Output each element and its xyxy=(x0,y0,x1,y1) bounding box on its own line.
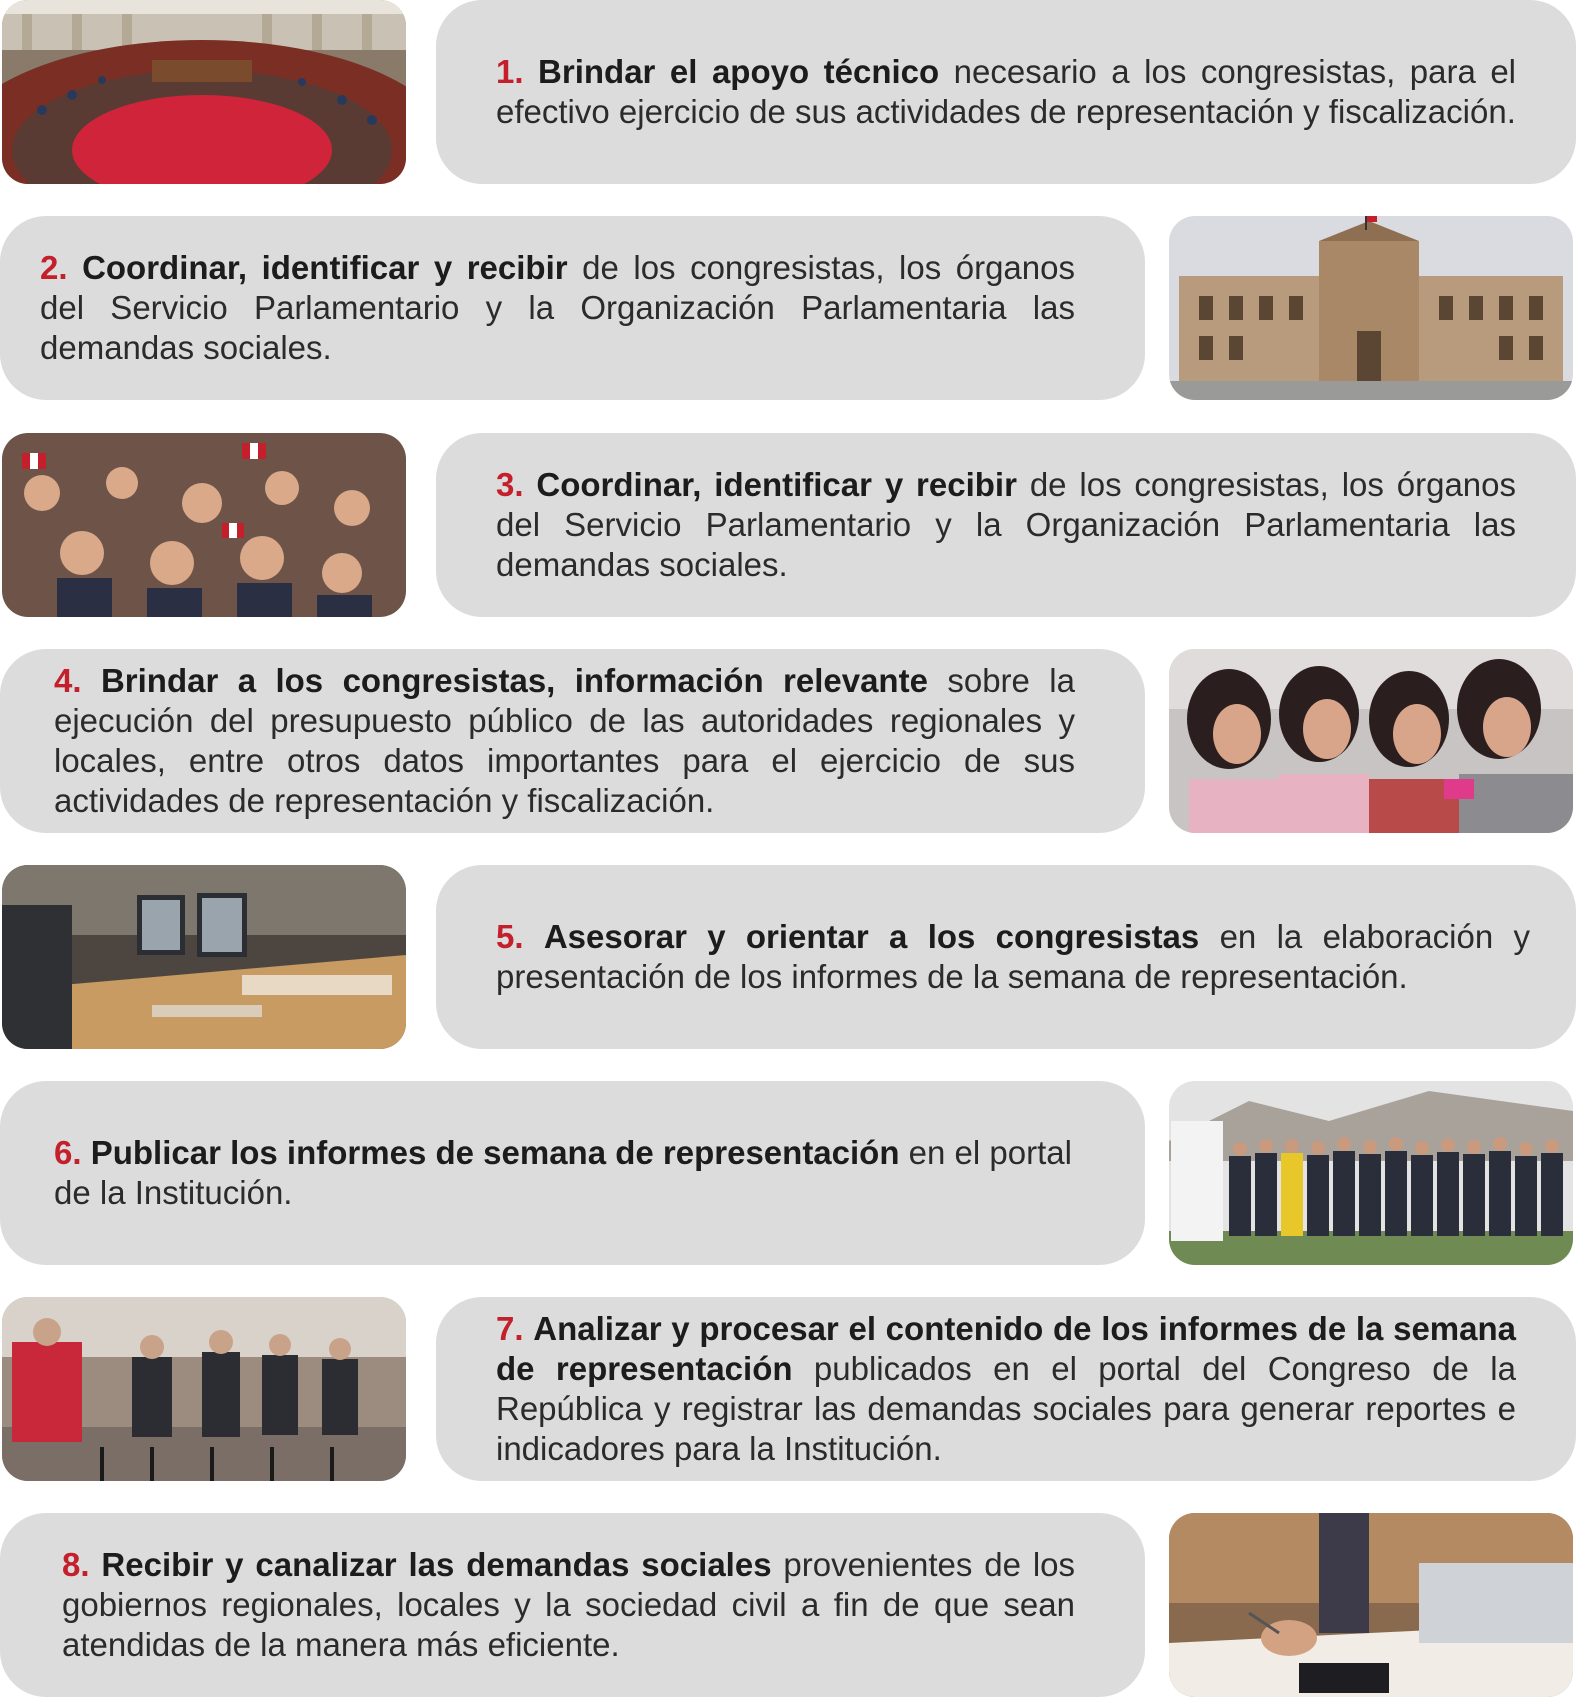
function-row-8 xyxy=(0,1513,1578,1697)
item-bold-text: Coordinar, identificar y recibir xyxy=(82,249,568,286)
photo-meeting-room-seated xyxy=(2,1297,406,1481)
item-text: necesario a los congresistas, para el efectivo ejercicio de sus actividades de representación y fiscalización. xyxy=(496,53,1517,130)
photo-crowd-with-flags xyxy=(2,433,406,617)
item-text: provenientes de los gobiernos regionales, locales y la sociedad civil a fin de que sean atendidas de la manera más eficiente. xyxy=(62,1546,1076,1663)
function-card-8 xyxy=(0,1513,1145,1697)
photo-women-audience xyxy=(1169,649,1573,833)
function-text-5 xyxy=(496,917,1530,997)
item-number: 8. xyxy=(62,1546,90,1583)
item-number: 6. xyxy=(54,1134,82,1171)
function-text-4 xyxy=(54,661,1075,821)
item-bold-text: Coordinar, identificar y recibir xyxy=(536,466,1017,503)
item-bold-text: Brindar a los congresistas, información relevante xyxy=(100,662,928,699)
function-text-8 xyxy=(62,1545,1075,1665)
function-row-6 xyxy=(0,1081,1578,1265)
photo-hand-writing-desk xyxy=(1169,1513,1573,1697)
function-text-6 xyxy=(54,1133,1075,1213)
item-number: 1. xyxy=(496,53,524,90)
function-text-3 xyxy=(496,465,1516,585)
function-text-1 xyxy=(496,52,1516,132)
item-text: en el portal de la Institución. xyxy=(54,1134,1072,1211)
item-text: sobre la ejecución del presupuesto público de las autoridades regionales y locales, entre otros datos importantes para el ejercicio de sus actividades de representación y fiscalización. xyxy=(54,662,1075,819)
function-card-4 xyxy=(0,649,1145,833)
item-text: en la elaboración y presentación de los informes de la semana de representación. xyxy=(496,918,1530,995)
item-bold-text: Publicar los informes de semana de representación xyxy=(90,1134,900,1171)
function-row-2 xyxy=(0,216,1578,400)
item-text: publicados en el portal del Congreso de la República y registrar las demandas sociales para generar reportes e indicadores para la Institución. xyxy=(496,1350,1516,1467)
item-number: 4. xyxy=(54,662,82,699)
function-card-7 xyxy=(436,1297,1576,1481)
function-card-5 xyxy=(436,865,1576,1049)
item-text: de los congresistas, los órganos del Servicio Parlamentario y la Organización Parlamentaria las demandas sociales. xyxy=(40,249,1075,366)
function-card-1 xyxy=(436,0,1576,184)
item-bold-text: Recibir y canalizar las demandas sociales xyxy=(101,1546,772,1583)
item-number: 7. xyxy=(496,1310,524,1347)
photo-laptops-on-desk xyxy=(2,865,406,1049)
function-card-6 xyxy=(0,1081,1145,1265)
function-card-3 xyxy=(436,433,1576,617)
item-number: 5. xyxy=(496,918,524,955)
item-bold-text: Brindar el apoyo técnico xyxy=(538,53,940,90)
item-text: de los congresistas, los órganos del Servicio Parlamentario y la Organización Parlamentaria las demandas sociales. xyxy=(496,466,1517,583)
item-bold-text: Analizar y procesar el contenido de los informes de la semana de representación xyxy=(496,1310,1517,1387)
function-text-7 xyxy=(496,1309,1516,1469)
photo-government-palace xyxy=(1169,216,1573,400)
function-row-5 xyxy=(0,865,1578,1049)
function-text-2 xyxy=(40,248,1075,368)
item-number: 2. xyxy=(40,249,68,286)
function-card-2 xyxy=(0,216,1145,400)
function-row-3 xyxy=(0,433,1578,617)
function-row-7 xyxy=(0,1297,1578,1481)
function-row-4 xyxy=(0,649,1578,833)
function-row-1 xyxy=(0,0,1578,184)
photo-group-photo-outdoors xyxy=(1169,1081,1573,1265)
photo-parliament-hemicycle xyxy=(2,0,406,184)
item-number: 3. xyxy=(496,466,524,503)
item-bold-text: Asesorar y orientar a los congresistas xyxy=(543,918,1200,955)
